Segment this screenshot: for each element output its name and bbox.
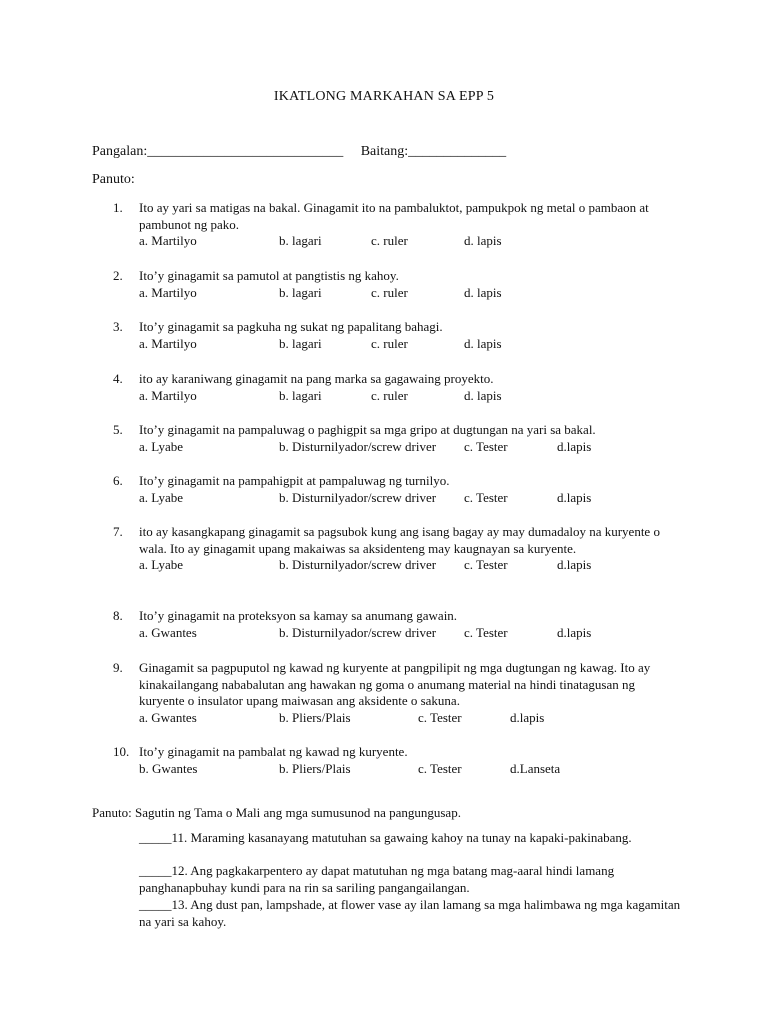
option-a: a. Gwantes — [139, 624, 197, 640]
option-d: d.Lanseta — [510, 760, 561, 776]
question-item — [113, 422, 673, 456]
option-c: c. Tester — [418, 709, 462, 725]
question-item — [113, 744, 673, 778]
option-b: b. lagari — [279, 233, 322, 248]
question-number: 1. — [113, 200, 123, 215]
option-c: c. ruler — [371, 284, 408, 300]
option-b: b. Disturnilyador/screw driver — [279, 557, 437, 572]
option-b: b. lagari — [279, 335, 322, 351]
option-c: c. Tester — [464, 489, 508, 505]
question-number: 9. — [113, 660, 123, 675]
option-a: a. Martilyo — [139, 233, 197, 248]
question-number: 3. — [113, 319, 123, 334]
question-number: 10. — [113, 744, 130, 759]
option-a: a. Lyabe — [139, 557, 184, 572]
question-text: Ito’y ginagamit na pampahigpit at pampaluwag ng turnilyo. — [139, 473, 450, 488]
instruction-part2: Panuto: Sagutin ng Tama o Mali ang mga sumusunod na pangungusap. — [92, 805, 461, 820]
question-text: Ito’y ginagamit na proteksyon sa kamay sa anumang gawain. — [139, 608, 458, 623]
question-item — [113, 473, 673, 507]
question-number: 7. — [113, 524, 123, 539]
option-d: d.lapis — [557, 438, 592, 454]
question-options — [139, 761, 673, 778]
question-number: 2. — [113, 268, 123, 283]
option-c: c. Tester — [464, 557, 508, 572]
question-text: Ito’y ginagamit na pampaluwag o paghigpit sa mga gripo at dugtungan na yari sa bakal. — [139, 422, 596, 437]
name-line[interactable]: Pangalan:____________________________ — [92, 144, 344, 159]
option-a: a. Martilyo — [139, 335, 197, 351]
question-options — [139, 710, 673, 727]
option-c: c. Tester — [464, 438, 508, 454]
question-options — [139, 557, 673, 574]
question-item — [113, 371, 673, 405]
question-item — [113, 660, 673, 727]
option-b: b. lagari — [279, 387, 322, 403]
question-options — [139, 388, 673, 405]
true-false-item: _____12. Ang pagkakarpentero ay dapat matutuhan ng mga batang mag-aaral hindi lamang panghanapbuhay kundi para na rin sa sariling pangangailangan. — [139, 863, 615, 895]
question-text: ito ay karaniwang ginagamit na pang marka sa gagawaing proyekto. — [139, 371, 494, 386]
question-text: Ito’y ginagamit na pambalat ng kawad ng kuryente. — [139, 744, 408, 759]
option-a: a. Lyabe — [139, 438, 184, 454]
question-number: 5. — [113, 422, 123, 437]
question-item — [113, 608, 673, 642]
option-d: d. lapis — [464, 387, 502, 403]
option-c: c. ruler — [371, 233, 408, 248]
option-d: d.lapis — [557, 624, 592, 640]
question-text: Ito ay yari sa matigas na bakal. Ginagamit ito na pambaluktot, pampukpok ng metal o pambaon at pambunot ng pako. — [139, 200, 649, 232]
option-b: b. Disturnilyador/screw driver — [279, 489, 437, 505]
question-options — [139, 625, 673, 642]
option-d: d.lapis — [557, 489, 592, 505]
option-a: a. Gwantes — [139, 709, 197, 725]
grade-line[interactable]: Baitang:______________ — [360, 144, 507, 159]
option-c: c. ruler — [371, 335, 408, 351]
question-number: 6. — [113, 473, 123, 488]
question-item — [113, 200, 673, 250]
question-options — [139, 336, 673, 353]
question-number: 8. — [113, 608, 123, 623]
option-b: b. Disturnilyador/screw driver — [279, 624, 437, 640]
option-b: b. Pliers/Plais — [279, 760, 351, 776]
question-text: ito ay kasangkapang ginagamit sa pagsubok kung ang isang bagay ay may dumadaloy na kuryente o wala. Ito ay ginagamit upang makaiwas sa aksidenteng may kaugnayan sa kuryente. — [139, 524, 660, 556]
option-c: c. Tester — [418, 760, 462, 776]
question-options — [139, 439, 673, 456]
question-options — [139, 490, 673, 507]
student-info — [92, 144, 506, 161]
instruction-label: Panuto: — [92, 172, 135, 187]
option-d: d. lapis — [464, 335, 502, 351]
option-b: b. Disturnilyador/screw driver — [279, 438, 437, 454]
option-b: b. Pliers/Plais — [279, 709, 351, 725]
option-a: b. Gwantes — [139, 760, 198, 776]
option-a: a. Martilyo — [139, 284, 197, 300]
question-item — [113, 524, 673, 574]
option-d: d.lapis — [510, 709, 545, 725]
option-c: c. ruler — [371, 387, 408, 403]
true-false-item: _____11. Maraming kasanayang matutuhan sa gawaing kahoy na tunay na kapaki-pakinabang. — [139, 830, 632, 845]
question-options — [139, 285, 673, 302]
option-b: b. lagari — [279, 284, 322, 300]
question-text: Ito’y ginagamit sa pagkuha ng sukat ng papalitang bahagi. — [139, 319, 443, 334]
question-item — [113, 268, 673, 302]
option-a: a. Martilyo — [139, 387, 197, 403]
question-text: Ginagamit sa pagpuputol ng kawad ng kuryente at pangpilipit ng mga dugtungan ng kawag. Ito ay kinakailangang nababalutan ang hawakan ng goma o anumang material na hindi tinatagusan ng kuryente o insulator upang maiwasan ang aksidente o sakuna. — [139, 660, 651, 708]
option-a: a. Lyabe — [139, 489, 184, 505]
question-item — [113, 319, 673, 353]
option-d: d. lapis — [464, 233, 502, 248]
true-false-item: _____13. Ang dust pan, lampshade, at flower vase ay ilan lamang sa mga halimbawa ng mga kagamitan na yari sa kahoy. — [139, 897, 681, 929]
question-text: Ito’y ginagamit sa pamutol at pangtistis ng kahoy. — [139, 268, 399, 283]
question-options — [139, 233, 673, 250]
option-c: c. Tester — [464, 624, 508, 640]
page-title: IKATLONG MARKAHAN SA EPP 5 — [273, 89, 495, 104]
question-number: 4. — [113, 371, 123, 386]
option-d: d. lapis — [464, 284, 502, 300]
option-d: d.lapis — [557, 557, 592, 572]
